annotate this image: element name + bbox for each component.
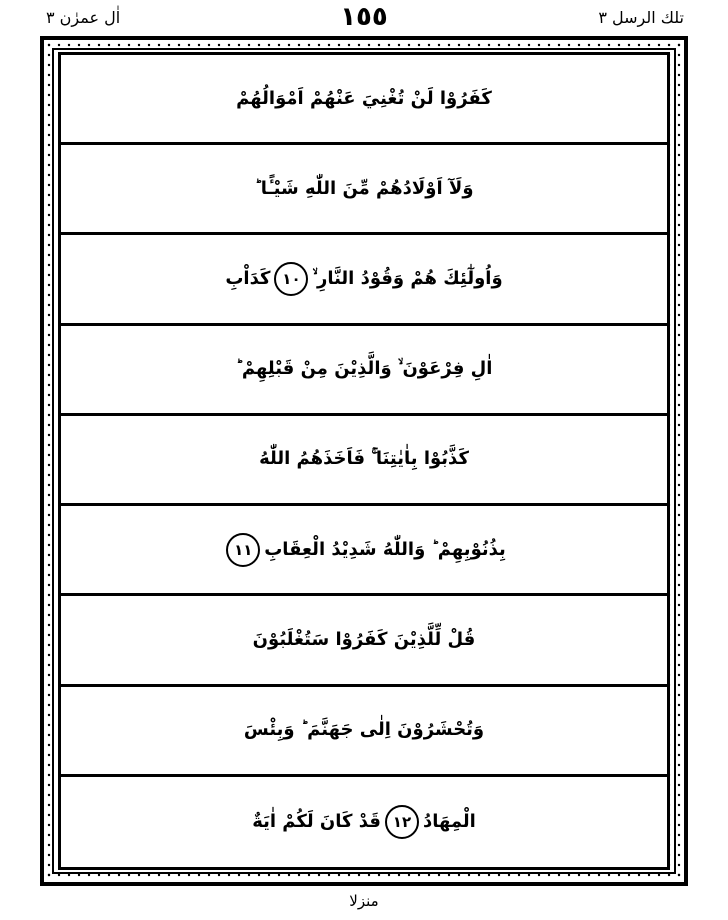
text-line [61,326,667,416]
ayah-number-marker: ١٢ [385,805,419,839]
line-text: وَتُحْشَرُوْنَ اِلٰى جَهَنَّمَ ؕ وَبِئْسَ [243,719,485,741]
ayah-number-marker: ١٠ [274,262,308,296]
text-line [61,687,667,777]
line-text: وَلَآ اَوْلَادُهُمْ مِّنَ اللّٰهِ شَيْـًٔا ؕ [254,177,474,199]
ayah-number-marker: ١١ [226,533,260,567]
line-text: كَذَّبُوْا بِاٰيٰتِنَا ۚ فَاَخَذَهُمُ اللّٰهُ [259,448,469,470]
line-text: اٰلِ فِرْعَوْنَ ۙ وَالَّذِيْنَ مِنْ قَبْلِهِمْ ؕ [235,358,493,380]
line-text: الْمِهَادُ [422,810,476,832]
line-text: قُلْ لِّلَّذِيْنَ كَفَرُوْا سَتُغْلَبُوْنَ [252,628,476,650]
text-line [61,777,667,867]
line-text: وَاُولٰٓئِكَ هُمْ وَقُوْدُ النَّارِ ۙ [312,268,503,290]
text-block [58,52,670,870]
page-header [0,0,728,36]
line-text: بِذُنُوْبِهِمْ ؕ وَاللّٰهُ شَدِيْدُ الْعِقَابِ [264,538,506,560]
manzil-marker: منزلا [349,892,379,910]
line-text-continuation: كَدَاْبِ [225,268,271,290]
text-line [61,416,667,506]
text-line [61,596,667,686]
line-text-continuation: قَدْ كَانَ لَكُمْ اٰيَةٌ [252,810,381,832]
text-line [61,235,667,325]
surah-name: اٰل عمرٰن ٣ [46,8,121,27]
text-line [61,145,667,235]
juz-name: تلك الرسل ٣ [598,8,684,27]
text-line [61,55,667,145]
text-line [61,506,667,596]
line-text: كَفَرُوْا لَنْ تُغْنِيَ عَنْهُمْ اَمْوَالُهُمْ [236,87,492,109]
page-number: ١٥٥ [340,2,388,32]
